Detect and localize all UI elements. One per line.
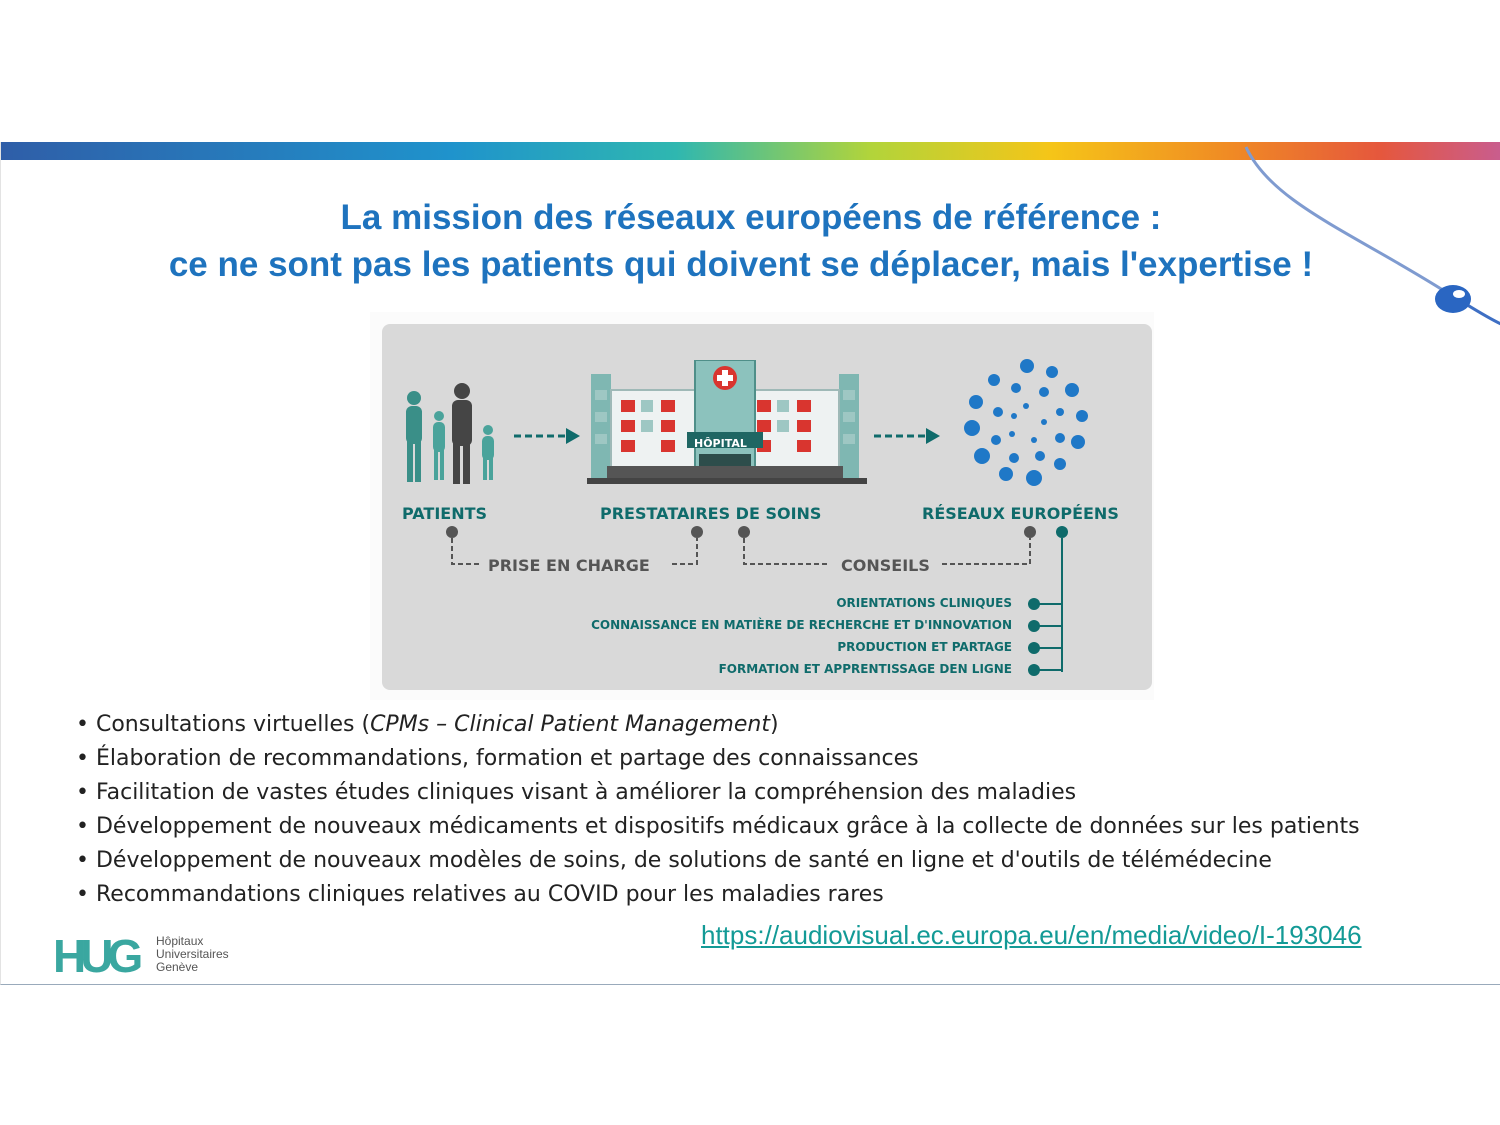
slide	[0, 142, 1500, 985]
label-patients: PATIENTS	[402, 504, 488, 523]
hospital-sign: HÔPITAL	[694, 437, 747, 450]
hug-logo-text: Hôpitaux Universitaires Genève	[156, 934, 229, 974]
hug-logo	[53, 932, 253, 982]
slide-title-line2: ce ne sont pas les patients qui doivent se déplacer, mais l'expertise !	[168, 245, 1314, 284]
service-item: ORIENTATIONS CLINIQUES	[836, 596, 1012, 610]
infographic-panel	[382, 324, 1152, 690]
bullet-list	[76, 708, 1360, 912]
network-dots-icon	[960, 356, 1095, 491]
arrow-right-icon	[872, 426, 942, 446]
stethoscope-decoration	[1231, 142, 1500, 342]
hug-logo-mark	[53, 932, 148, 978]
label-advice: CONSEILS	[841, 556, 930, 575]
list-item: • Élaboration de recommandations, formation et partage des connaissances	[76, 742, 1360, 776]
list-item: • Développement de nouveaux médicaments et dispositifs médicaux grâce à la collecte de données sur les patients	[76, 810, 1360, 844]
service-item: FORMATION ET APPRENTISSAGE DEN LIGNE	[718, 662, 1012, 676]
list-item: • Recommandations cliniques relatives au COVID pour les maladies rares	[76, 878, 1360, 912]
label-networks: RÉSEAUX EUROPÉENS	[922, 504, 1119, 523]
ern-infographic	[370, 312, 1154, 700]
hospital-icon	[587, 360, 867, 488]
svg-text:HUG: HUG	[53, 932, 138, 978]
family-icon	[400, 382, 510, 487]
list-item: • Développement de nouveaux modèles de soins, de solutions de santé en ligne et d'outils de télémédecine	[76, 844, 1360, 878]
list-item: • Consultations virtuelles (CPMs – Clinical Patient Management)	[76, 708, 1360, 742]
slide-title-line1: La mission des réseaux européens de référence :	[340, 198, 1162, 237]
label-providers: PRESTATAIRES DE SOINS	[600, 504, 822, 523]
arrow-right-icon	[512, 426, 582, 446]
list-item: • Facilitation de vastes études cliniques visant à améliorer la compréhension des maladies	[76, 776, 1360, 810]
service-item: PRODUCTION ET PARTAGE	[837, 640, 1012, 654]
video-link[interactable]: https://audiovisual.ec.europa.eu/en/media/video/I-193046	[701, 920, 1362, 950]
label-care: PRISE EN CHARGE	[488, 556, 650, 575]
service-item: CONNAISSANCE EN MATIÈRE DE RECHERCHE ET D'INNOVATION	[591, 618, 1012, 632]
